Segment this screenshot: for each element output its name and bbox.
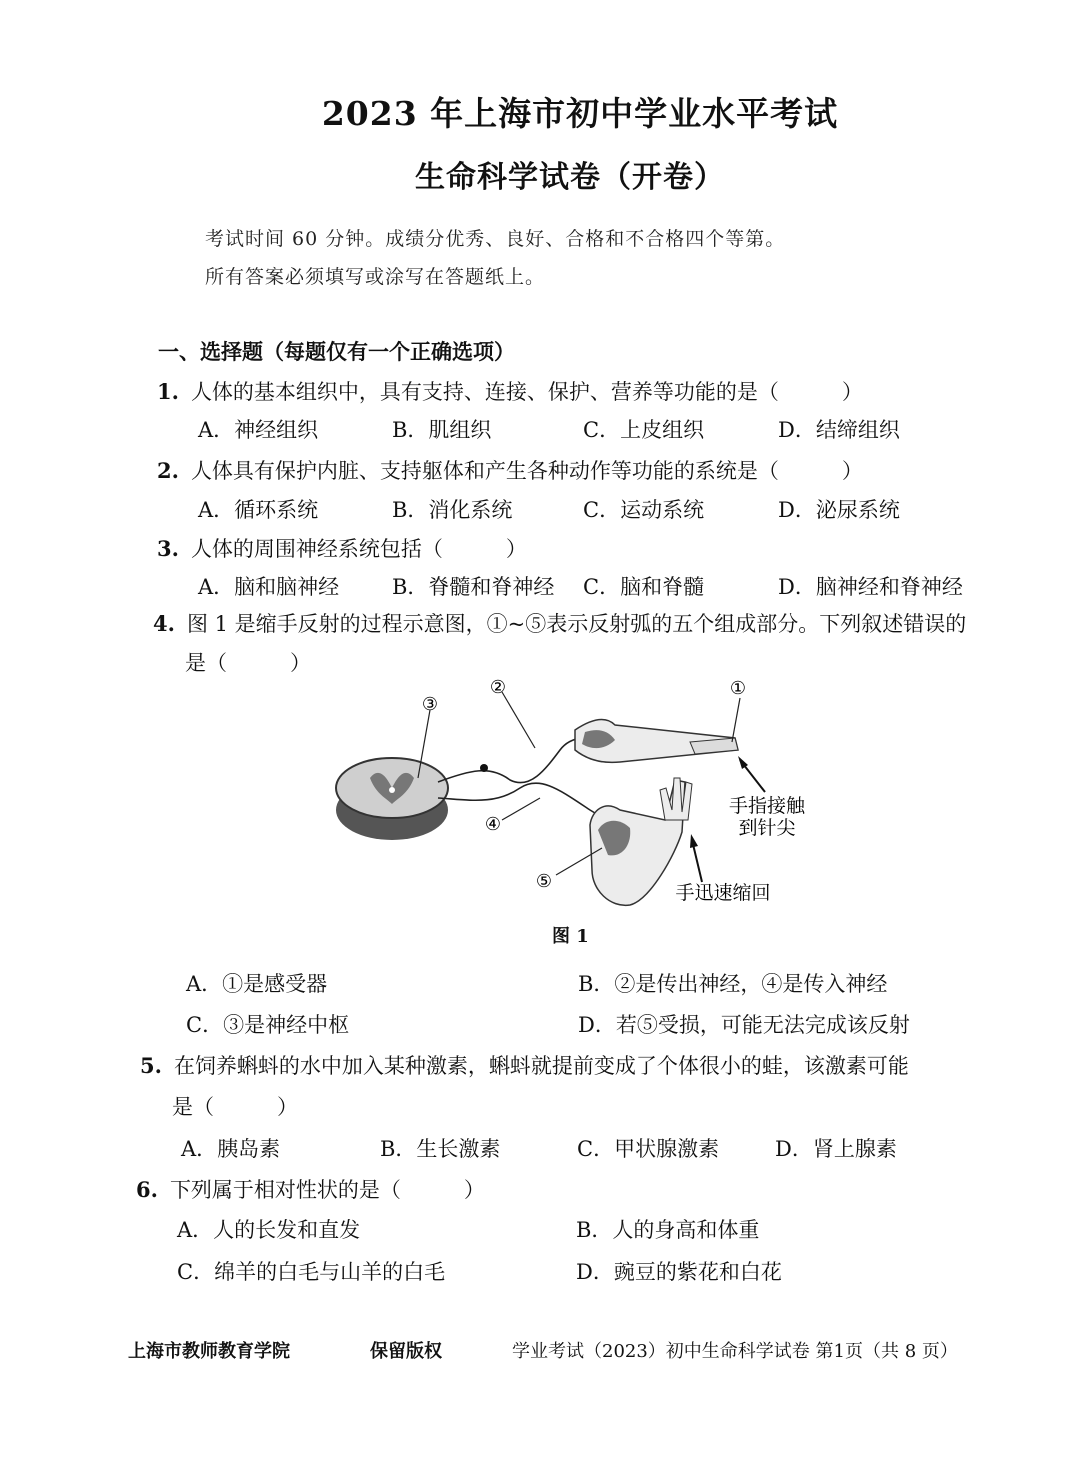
q5-option-b[interactable]: B．生长激素 (380, 1137, 501, 1161)
q5-option-d[interactable]: D．肾上腺素 (775, 1137, 897, 1161)
question-stem: 人体的基本组织中，具有支持、连接、保护、营养等功能的是（ ） (190, 380, 863, 404)
question-number: 3. (157, 536, 179, 561)
label-1: ① (729, 678, 747, 699)
q2-option-c[interactable]: C．运动系统 (583, 498, 705, 522)
q6-option-b[interactable]: B．人的身高和体重 (576, 1218, 760, 1242)
label-2: ② (489, 677, 507, 698)
q3-option-b[interactable]: B．脊髓和脊神经 (392, 575, 555, 599)
reflex-arc-diagram (330, 670, 830, 920)
question-6 (136, 1174, 485, 1204)
question-5 (140, 1050, 909, 1080)
q1-option-b[interactable]: B．肌组织 (392, 418, 492, 442)
q6-option-a[interactable]: A．人的长发和直发 (177, 1218, 361, 1242)
q6-option-c[interactable]: C．绵羊的白毛与山羊的白毛 (177, 1260, 446, 1284)
label-touch-line2: 到针尖 (738, 817, 796, 839)
question-4 (153, 608, 966, 638)
q4-option-b[interactable]: B．②是传出神经，④是传入神经 (578, 972, 888, 996)
q3-option-a[interactable]: A．脑和脑神经 (198, 575, 340, 599)
question-number: 2. (157, 458, 179, 483)
question-stem: 在饲养蝌蚪的水中加入某种激素，蝌蚪就提前变成了个体很小的蛙，该激素可能 (173, 1054, 909, 1078)
footer-org: 上海市教师教育学院 (128, 1341, 290, 1362)
question-number: 6. (136, 1177, 158, 1202)
label-touch-line1: 手指接触 (728, 795, 806, 817)
question-number: 1. (157, 379, 179, 404)
question-4-stem-cont: 是（ ） (185, 651, 311, 675)
exam-note-time: 考试时间 60 分钟。成绩分优秀、良好、合格和不合格四个等第。 (205, 228, 786, 250)
q2-option-d[interactable]: D．泌尿系统 (778, 498, 900, 522)
question-number: 5. (140, 1053, 162, 1078)
exam-note-answers: 所有答案必须填写或涂写在答题纸上。 (205, 266, 546, 288)
q1-option-c[interactable]: C．上皮组织 (583, 418, 705, 442)
q3-option-c[interactable]: C．脑和脊髓 (583, 575, 705, 599)
question-3 (157, 533, 527, 563)
question-1 (157, 376, 863, 406)
label-3: ③ (421, 694, 439, 715)
figure-caption: 图 1 (552, 926, 589, 947)
section-title: 一、选择题（每题仅有一个正确选项） (158, 339, 515, 364)
question-5-stem-cont: 是（ ） (172, 1095, 298, 1119)
question-stem: 下列属于相对性状的是（ ） (169, 1178, 485, 1202)
q2-option-a[interactable]: A．循环系统 (198, 498, 319, 522)
question-stem: 图 1 是缩手反射的过程示意图，①~⑤表示反射弧的五个组成部分。下列叙述错误的 (186, 612, 967, 636)
spinal-cord-section (336, 758, 448, 840)
exam-title: 2023 年上海市初中学业水平考试 (321, 94, 839, 133)
exam-subtitle: 生命科学试卷（开卷） (415, 160, 725, 195)
question-number: 4. (153, 611, 175, 636)
question-2 (157, 455, 863, 485)
ganglion-dot (480, 764, 488, 772)
q6-option-d[interactable]: D．豌豆的紫花和白花 (576, 1260, 782, 1284)
label-5: ⑤ (535, 871, 553, 892)
q1-option-d[interactable]: D．结缔组织 (778, 418, 900, 442)
outstretched-arm (575, 720, 738, 763)
q3-option-d[interactable]: D．脑神经和脊神经 (778, 575, 963, 599)
q4-option-a[interactable]: A．①是感受器 (186, 972, 328, 996)
footer-info: 学业考试（2023）初中生命科学试卷 第1页（共 8 页） (512, 1341, 958, 1362)
footer-rights: 保留版权 (370, 1341, 442, 1362)
label-retract: 手迅速缩回 (675, 882, 771, 904)
q1-option-a[interactable]: A．神经组织 (198, 418, 319, 442)
label-4: ④ (484, 814, 502, 835)
q5-option-c[interactable]: C．甲状腺激素 (577, 1137, 720, 1161)
q4-option-c[interactable]: C．③是神经中枢 (186, 1013, 350, 1037)
q4-option-d[interactable]: D．若⑤受损，可能无法完成该反射 (578, 1013, 910, 1037)
q5-option-a[interactable]: A．胰岛素 (181, 1137, 281, 1161)
question-stem: 人体具有保护内脏、支持躯体和产生各种动作等功能的系统是（ ） (190, 459, 863, 483)
q2-option-b[interactable]: B．消化系统 (392, 498, 513, 522)
question-stem: 人体的周围神经系统包括（ ） (190, 537, 527, 561)
